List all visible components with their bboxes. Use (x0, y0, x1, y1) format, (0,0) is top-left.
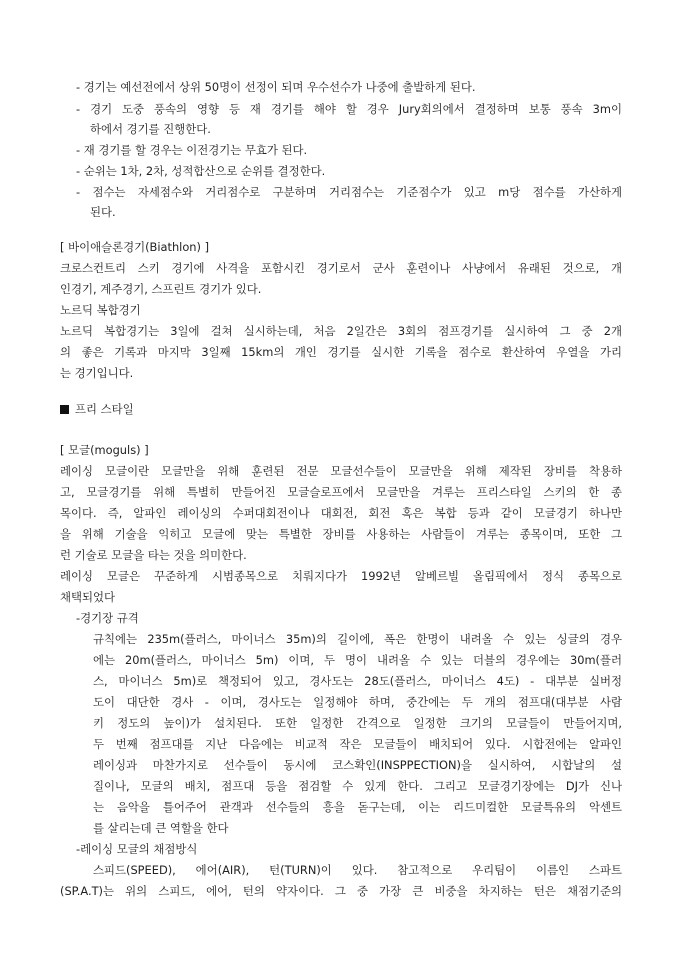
paragraph-line: 고, 모글경기를 위해 특별히 만들어진 모글슬로프에서 모글만을 겨루는 프리스타일 스키의 한 종 (60, 485, 622, 499)
bullet-item-continuation: 된다. (90, 205, 116, 219)
indented-line: 스, 마이너스 5m)로 책정되어 있고, 경사도는 28도(플러스, 마이너스 4도) - 대부분 실버정 (93, 674, 622, 688)
indented-line: 규칙에는 235m(플러스, 마이너스 35m)의 길이에, 폭은 한명이 내려올 수 있는 싱글의 경우 (93, 632, 622, 646)
paragraph-line: 레이싱 모글이란 모글만을 위해 훈련된 전문 모글선수들이 모글만을 위해 제작된 장비를 착용하 (60, 464, 622, 478)
indented-line: 키 정도의 높이)가 설치된다. 또한 일정한 간격으로 일정한 크기의 모글들이 만들어지며, (93, 716, 622, 730)
indented-line: 스피드(SPEED), 에어(AIR), 턴(TURN)이 있다. 참고적으로 우리팀이 이름인 스파트 (93, 863, 622, 877)
paragraph-line: (SP.A.T)는 위의 스피드, 에어, 턴의 약자이다. 그 중 가장 큰 비중을 차지하는 턴은 채점기준의 (60, 884, 623, 898)
paragraph-line: 을 위해 기술을 익히고 모글에 맞는 특별한 장비를 사용하는 사람들이 겨루는 종목이며, 또한 그 (60, 527, 622, 541)
section-heading-nordic: 노르딕 복합경기 (60, 303, 141, 317)
paragraph-line: 크로스컨트리 스키 경기에 사격을 포함시킨 경기로서 군사 훈련이나 사냥에서 유래된 것으로, 개 (60, 261, 622, 275)
indented-line: 두 번째 점프대를 지난 다음에는 비교적 작은 모글들이 배치되어 있다. 시합전에는 알파인 (93, 737, 622, 751)
indented-line: 에는 20m(플러스, 마이너스 5m) 이며, 두 명이 내려올 수 있는 더블의 경우에는 30m(플러 (93, 653, 622, 667)
bullet-item: - 경기 도중 풍속의 영향 등 재 경기를 해야 할 경우 Jury회의에서 결정하며 보통 풍속 3m이 (76, 102, 622, 116)
subheading-course-spec: -경기장 규격 (76, 611, 139, 625)
section-heading-freestyle (60, 399, 134, 419)
paragraph-line: 레이싱 모글은 꾸준하게 시범종목으로 치뤄지다가 1992년 알베르빌 올림픽에서 정식 종목으로 (60, 569, 622, 583)
paragraph-line: 목이다. 즉, 알파인 레이싱의 수퍼대회전이나 대회전, 회전 혹은 복합 등과 같이 모글경기 하나만 (60, 506, 622, 520)
indented-line: 레이싱과 마찬가지로 선수들이 동시에 코스확인(INSPPECTION)을 실시하여, 시합날의 설 (93, 758, 622, 772)
indented-line: 를 살리는데 큰 역할을 한다 (93, 821, 229, 835)
bullet-item: - 재 경기를 할 경우는 이전경기는 무효가 된다. (76, 143, 308, 157)
paragraph-line: 런 기술로 모글을 타는 것을 의미한다. (60, 548, 247, 562)
indented-line: 질이나, 모글의 배치, 점프대 등을 점검할 수 있게 한다. 그리고 모글경기장에는 DJ가 신나 (93, 779, 622, 793)
paragraph-line: 채택되었다 (60, 590, 116, 604)
section-heading-moguls: [ 모글(moguls) ] (60, 443, 149, 457)
bullet-item: - 순위는 1차, 2차, 성적합산으로 순위를 결정한다. (76, 164, 326, 178)
subheading-scoring: -레이싱 모글의 채점방식 (76, 842, 198, 856)
paragraph-line: 인경기, 계주경기, 스프린트 경기가 있다. (60, 282, 262, 296)
paragraph-line: 노르딕 복합경기는 3일에 걸쳐 실시하는데, 처음 2일간은 3회의 점프경기를 실시하여 그 중 2개 (60, 324, 622, 338)
square-bullet-icon (60, 405, 69, 414)
indented-line: 는 음악을 틀어주어 관객과 선수들의 흥을 돋구는데, 이는 리드미컬한 모글특유의 악센트 (93, 800, 622, 814)
indented-line: 도이 대단한 경사 - 이며, 경사도는 일정해야 하며, 중간에는 두 개의 점프대(대부분 사람 (93, 695, 622, 709)
section-heading-biathlon: [ 바이애슬론경기(Biathlon) ] (60, 240, 210, 254)
bullet-item: - 점수는 자세점수와 거리점수로 구분하며 거리점수는 기준점수가 있고 m당 점수를 가산하게 (76, 185, 622, 199)
bullet-item-continuation: 하에서 경기를 진행한다. (90, 122, 211, 136)
bullet-item: - 경기는 예선전에서 상위 50명이 선정이 되며 우수선수가 나중에 출발하게 된다. (76, 80, 476, 94)
section-heading-label: 프리 스타일 (75, 402, 134, 416)
paragraph-line: 는 경기입니다. (60, 366, 134, 380)
paragraph-line: 의 좋은 기록과 마지막 3일째 15km의 개인 경기를 실시한 기록을 점수로 환산하여 우열을 가리 (60, 345, 622, 359)
